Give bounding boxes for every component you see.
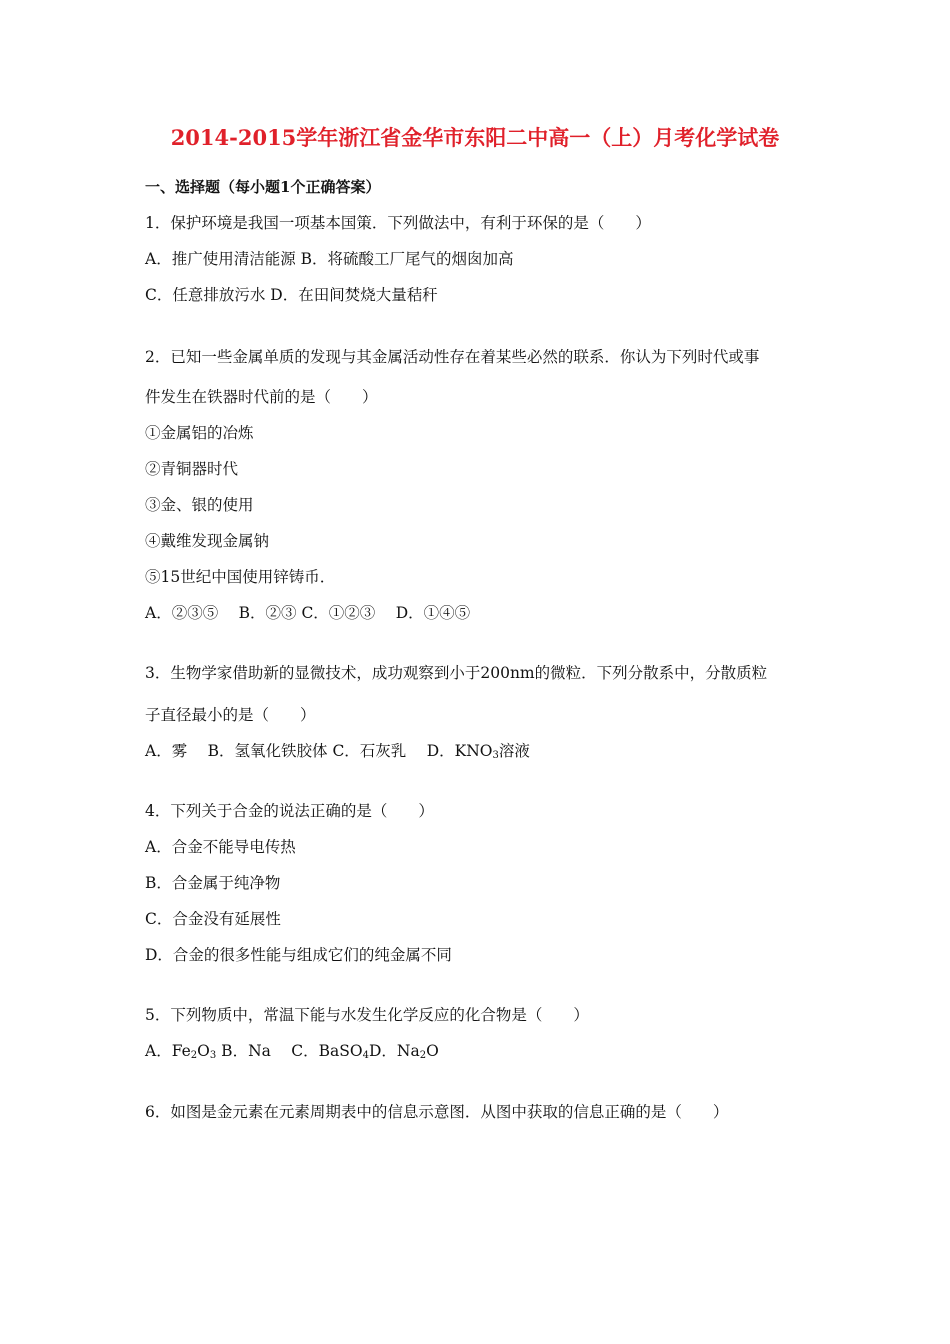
- option-a-text: A．Fe: [145, 1042, 191, 1060]
- option-d-text: O: [426, 1042, 439, 1060]
- option-a-text: O: [197, 1042, 210, 1060]
- subscript: 3: [209, 1050, 217, 1061]
- question-3-options-text: A．雾 B．氢氧化铁胶体 C．石灰乳 D．KNO: [145, 742, 493, 760]
- question-2-stem-line1: 2．已知一些金属单质的发现与其金属活动性存在着某些必然的联系．你认为下列时代或事: [145, 348, 760, 366]
- question-2-options: A．②③⑤ B．②③ C．①②③ D．①④⑤: [145, 604, 471, 622]
- question-3-stem-line2: 子直径最小的是（ ）: [145, 706, 316, 724]
- question-3-options: [145, 740, 530, 767]
- subscript: 2: [190, 1050, 198, 1061]
- question-4-option-c: C．合金没有延展性: [145, 910, 281, 928]
- question-3-options-suffix: 溶液: [498, 742, 530, 760]
- section-heading: 一、选择题（每小题1个正确答案）: [145, 178, 381, 196]
- question-2-item-3: ③金、银的使用: [145, 496, 254, 514]
- subscript: 3: [492, 750, 499, 761]
- subscript: 4: [362, 1050, 369, 1061]
- question-2-item-2: ②青铜器时代: [145, 460, 239, 478]
- question-1-options-cd: C．任意排放污水 D．在田间焚烧大量秸秆: [145, 286, 438, 304]
- question-1-stem: 1．保护环境是我国一项基本国策．下列做法中，有利于环保的是（ ）: [145, 214, 651, 232]
- option-d-text: D．Na: [369, 1042, 420, 1060]
- question-2-item-1: ①金属铝的冶炼: [145, 424, 254, 442]
- page-title: 2014-2015学年浙江省金华市东阳二中高一（上）月考化学试卷: [170, 125, 780, 150]
- subscript: 2: [419, 1050, 427, 1061]
- question-6-stem: 6．如图是金元素在元素周期表中的信息示意图．从图中获取的信息正确的是（ ）: [145, 1103, 729, 1121]
- question-2-item-4: ④戴维发现金属钠: [145, 532, 270, 550]
- question-3-stem-line1: 3．生物学家借助新的显微技术，成功观察到小于200nm的微粒．下列分散系中，分散质粒: [145, 664, 768, 682]
- option-bc-text: B．Na C．BaSO: [216, 1042, 363, 1060]
- question-4-option-a: A．合金不能导电传热: [145, 838, 296, 856]
- question-2-stem-line2: 件发生在铁器时代前的是（ ）: [145, 388, 378, 406]
- question-1-options-ab: A．推广使用清洁能源 B．将硫酸工厂尾气的烟囱加高: [145, 250, 514, 268]
- question-5-options: [145, 1040, 439, 1067]
- question-4-option-d: D．合金的很多性能与组成它们的纯金属不同: [145, 946, 452, 964]
- question-4-stem: 4．下列关于合金的说法正确的是（ ）: [145, 802, 434, 820]
- question-4-option-b: B．合金属于纯净物: [145, 874, 281, 892]
- question-5-stem: 5．下列物质中，常温下能与水发生化学反应的化合物是（ ）: [145, 1006, 589, 1024]
- question-2-item-5: ⑤15世纪中国使用锌铸币．: [145, 568, 336, 586]
